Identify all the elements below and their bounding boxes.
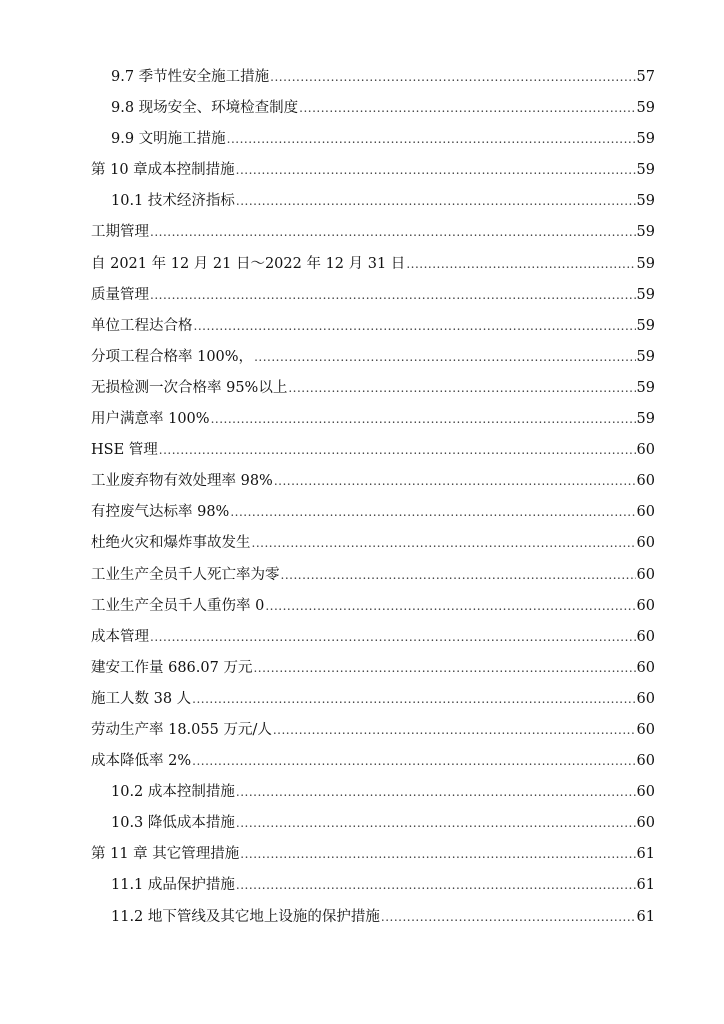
toc-entry[interactable] [91,249,655,280]
toc-entry-title: 劳动生产率 18.055 万元/人 [91,721,272,738]
toc-dot-leader [192,746,635,777]
toc-entry[interactable] [91,435,655,466]
toc-entry[interactable] [91,715,655,746]
toc-entry[interactable] [91,497,655,528]
toc-entry[interactable] [91,684,655,715]
toc-entry[interactable] [91,404,655,435]
toc-page-number: 59 [636,255,655,272]
toc-page-number: 60 [636,473,655,490]
toc-entry-title: 无损检测一次合格率 95%以上 [91,379,288,396]
toc-dot-leader [406,249,635,280]
toc-entry[interactable] [91,124,655,155]
toc-entry[interactable] [91,622,655,653]
toc-page-number: 59 [636,224,655,241]
toc-entry[interactable] [91,777,655,808]
toc-dot-leader [227,124,636,155]
toc-entry[interactable] [91,808,655,839]
toc-entry-title: 用户满意率 100% [91,411,210,428]
toc-entry-title: 质量管理 [91,286,149,303]
toc-page-number: 60 [636,504,655,521]
toc-dot-leader [254,342,635,373]
toc-entry-title: 10.1 技术经济指标 [111,193,235,210]
toc-dot-leader [381,902,636,933]
toc-entry[interactable] [91,155,655,186]
toc-dot-leader [281,560,636,591]
toc-dot-leader [194,311,636,342]
toc-dot-leader [230,497,635,528]
toc-dot-leader [274,466,636,497]
toc-dot-leader [270,62,635,93]
toc-dot-leader [240,839,635,870]
toc-dot-leader [159,435,636,466]
toc-entry-title: 成本降低率 2% [91,753,192,770]
toc-entry[interactable] [91,528,655,559]
toc-entry-title: 第 11 章 其它管理措施 [91,846,240,863]
toc-entry-title: 建安工作量 686.07 万元 [91,659,253,676]
toc-entry[interactable] [91,746,655,777]
toc-dot-leader [236,155,636,186]
toc-entry[interactable] [91,560,655,591]
toc-entry[interactable] [91,217,655,248]
toc-dot-leader [236,777,636,808]
toc-entry[interactable] [91,62,655,93]
toc-entry[interactable] [91,186,655,217]
toc-dot-leader [192,684,635,715]
toc-dot-leader [236,808,636,839]
toc-entry-title: 成本管理 [91,628,149,645]
toc-page-number: 59 [636,411,655,428]
toc-page-number: 60 [636,721,655,738]
toc-entry-title: 施工人数 38 人 [91,690,192,707]
toc-entry-title: 有控废气达标率 98% [91,504,230,521]
toc-entry[interactable] [91,280,655,311]
toc-entry-title: 11.2 地下管线及其它地上设施的保护措施 [111,908,380,925]
toc-dot-leader [265,591,635,622]
toc-page-number: 59 [636,162,655,179]
toc-entry-title: HSE 管理 [91,442,158,459]
toc-page-number: 61 [636,877,655,894]
toc-dot-leader [252,528,636,559]
toc-page-number: 60 [636,442,655,459]
toc-page-number: 59 [636,379,655,396]
toc-dot-leader [211,404,636,435]
toc-entry-title: 工业生产全员千人重伤率 0 [91,597,265,614]
toc-entry[interactable] [91,93,655,124]
toc-page-number: 60 [636,815,655,832]
toc-entry[interactable] [91,342,655,373]
toc-dot-leader [273,715,636,746]
toc-entry[interactable] [91,653,655,684]
toc-dot-leader [236,186,636,217]
toc-page-number: 60 [636,753,655,770]
toc-dot-leader [253,653,635,684]
toc-dot-leader [299,93,635,124]
toc-entry-title: 单位工程达合格 [91,317,193,334]
toc-entry[interactable] [91,870,655,901]
toc-entry-title: 工期管理 [91,224,149,241]
toc-entry-title: 10.3 降低成本措施 [111,815,235,832]
toc-dot-leader [288,373,635,404]
toc-dot-leader [150,622,636,653]
toc-page-number: 59 [636,100,655,117]
toc-entry-title: 工业废弃物有效处理率 98% [91,473,273,490]
toc-entry[interactable] [91,902,655,933]
toc-dot-leader [150,280,636,311]
toc-entry-title: 9.8 现场安全、环境检查制度 [111,100,299,117]
toc-page-number: 60 [636,566,655,583]
toc-entry[interactable] [91,466,655,497]
toc-entry-title: 9.9 文明施工措施 [111,131,226,148]
toc-entry-title: 第 10 章成本控制措施 [91,162,235,179]
toc-page-number: 60 [636,784,655,801]
toc-page-number: 61 [636,846,655,863]
toc-page-number: 59 [636,286,655,303]
toc-entry-title: 自 2021 年 12 月 21 日～2022 年 12 月 31 日 [91,255,406,272]
toc-page-number: 60 [636,535,655,552]
toc-page-number: 60 [636,628,655,645]
toc-page-number: 59 [636,317,655,334]
toc-entry[interactable] [91,591,655,622]
toc-page-number: 59 [636,348,655,365]
toc-page-number: 60 [636,597,655,614]
toc-entry[interactable] [91,839,655,870]
toc-entry-title: 9.7 季节性安全施工措施 [111,69,270,85]
toc-dot-leader [150,217,636,248]
toc-entry-title: 分项工程合格率 100%， [91,348,254,365]
toc-dot-leader [236,870,636,901]
toc-entry-title: 杜绝火灾和爆炸事故发生 [91,535,251,552]
table-of-contents [91,62,655,933]
toc-entry-title: 工业生产全员千人死亡率为零 [91,566,280,583]
toc-entry[interactable] [91,373,655,404]
toc-entry-title: 11.1 成品保护措施 [111,877,235,894]
toc-page-number: 59 [636,193,655,210]
toc-entry-title: 10.2 成本控制措施 [111,784,235,801]
toc-entry[interactable] [91,311,655,342]
toc-page-number: 60 [636,690,655,707]
toc-page-number: 59 [636,131,655,148]
toc-page-number: 60 [636,659,655,676]
toc-page-number: 61 [636,908,655,925]
toc-page-number: 57 [636,69,655,85]
